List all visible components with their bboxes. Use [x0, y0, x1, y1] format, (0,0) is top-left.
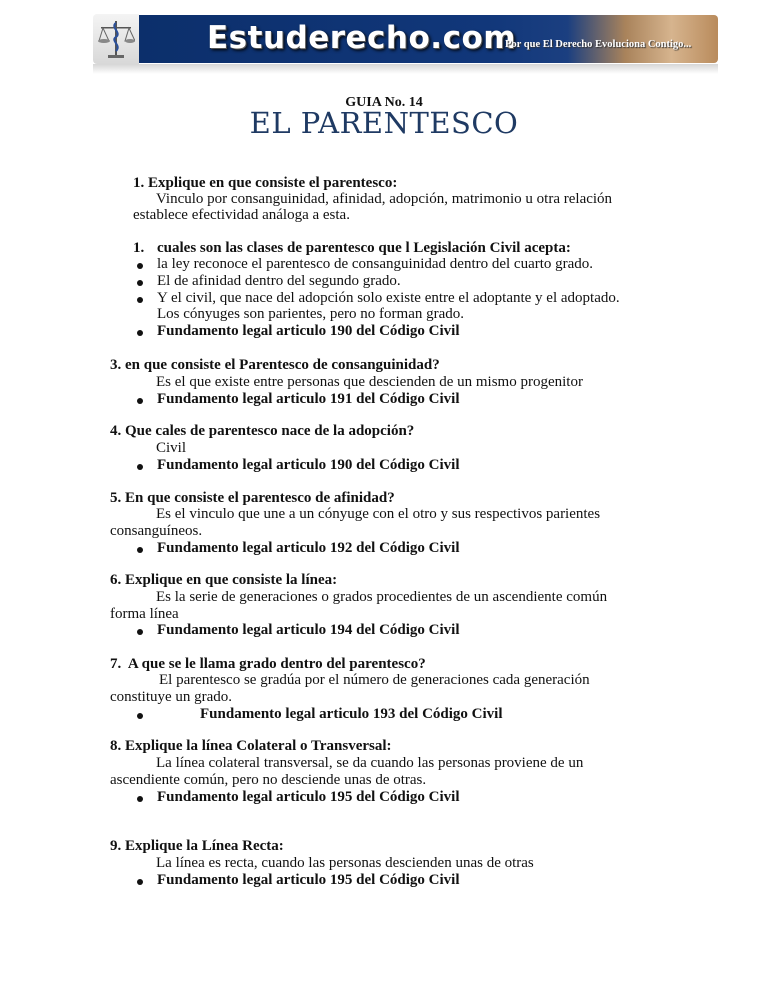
- legal-basis: Fundamento legal articulo 191 del Código Civil: [157, 391, 460, 407]
- answer-text: La línea colateral transversal, se da cuando las personas proviene de un: [156, 755, 584, 771]
- question-heading: 9. Explique la Línea Recta:: [110, 838, 284, 854]
- answer-text: Vinculo por consanguinidad, afinidad, adopción, matrimonio u otra relación: [156, 191, 613, 207]
- site-banner: [93, 14, 718, 64]
- question-heading: 3. en que consiste el Parentesco de consanguinidad?: [110, 357, 440, 373]
- answer-text: consanguíneos.: [110, 523, 203, 539]
- bullet-icon: [137, 629, 143, 635]
- answer-text: ascendiente común, pero no desciende unas de otras.: [110, 772, 427, 788]
- bullet-icon: [137, 713, 143, 719]
- question-heading: 1. Explique en que consiste el parentesco:: [133, 175, 398, 191]
- list-item: Y el civil, que nace del adopción solo existe entre el adoptante y el adoptado.: [157, 290, 620, 306]
- legal-basis: Fundamento legal articulo 194 del Código Civil: [157, 622, 460, 638]
- legal-basis: Fundamento legal articulo 192 del Código Civil: [157, 540, 460, 556]
- answer-text: establece efectividad análoga a esta.: [133, 207, 350, 223]
- question-heading: cuales son las clases de parentesco que l Legislación Civil acepta:: [157, 240, 571, 256]
- legal-basis: Fundamento legal articulo 195 del Código Civil: [157, 872, 460, 888]
- page-title: EL PARENTESCO: [249, 106, 519, 140]
- question-heading: 6. Explique en que consiste la línea:: [110, 572, 338, 588]
- answer-text: El parentesco se gradúa por el número de generaciones cada generación: [159, 672, 590, 688]
- question-heading: 7. A que se le llama grado dentro del parentesco?: [110, 656, 426, 672]
- banner-shadow: [93, 64, 718, 74]
- answer-text: Es el que existe entre personas que descienden de un mismo progenitor: [156, 374, 583, 390]
- bullet-icon: [137, 398, 143, 404]
- site-name: Estuderecho.com: [207, 20, 517, 56]
- bullet-icon: [137, 297, 143, 303]
- banner-logo: [93, 14, 139, 64]
- question-heading: 8. Explique la línea Colateral o Transversal:: [110, 738, 392, 754]
- bullet-icon: [137, 280, 143, 286]
- question-heading: 5. En que consiste el parentesco de afinidad?: [110, 490, 395, 506]
- scales-of-justice-icon: [97, 17, 135, 61]
- answer-text: Es la serie de generaciones o grados procedientes de un ascendiente común: [156, 589, 608, 605]
- question-number: 1.: [133, 240, 145, 256]
- guide-number: GUIA No. 14: [345, 95, 423, 110]
- answer-text: forma línea: [110, 606, 179, 622]
- legal-basis: Fundamento legal articulo 193 del Código Civil: [200, 706, 503, 722]
- answer-text: Es el vinculo que une a un cónyuge con el otro y sus respectivos parientes: [156, 506, 601, 522]
- bullet-icon: [137, 330, 143, 336]
- bullet-icon: [137, 263, 143, 269]
- list-item: El de afinidad dentro del segundo grado.: [157, 273, 401, 289]
- question-heading: 4. Que cales de parentesco nace de la adopción?: [110, 423, 415, 439]
- list-item-continuation: Los cónyuges son parientes, pero no forman grado.: [157, 306, 465, 322]
- bullet-icon: [137, 796, 143, 802]
- answer-text: Civil: [156, 440, 187, 456]
- legal-basis: Fundamento legal articulo 195 del Código Civil: [157, 789, 460, 805]
- answer-text: constituye un grado.: [110, 689, 233, 705]
- bullet-icon: [137, 547, 143, 553]
- answer-text: La línea es recta, cuando las personas descienden unas de otras: [156, 855, 534, 871]
- legal-basis: Fundamento legal articulo 190 del Código Civil: [157, 323, 460, 339]
- banner-header: [139, 15, 718, 63]
- list-item: la ley reconoce el parentesco de consanguinidad dentro del cuarto grado.: [157, 256, 594, 272]
- bullet-icon: [137, 879, 143, 885]
- bullet-icon: [137, 464, 143, 470]
- legal-basis: Fundamento legal articulo 190 del Código Civil: [157, 457, 460, 473]
- site-tagline: Por que El Derecho Evoluciona Contigo...: [505, 39, 692, 50]
